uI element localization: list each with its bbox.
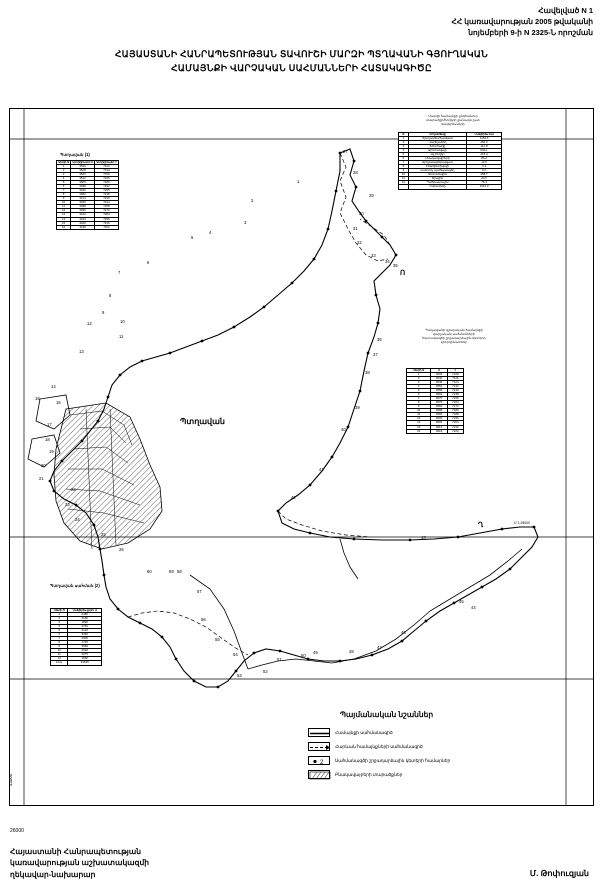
table-cell: 7124 <box>447 381 463 385</box>
map-vertex-number: 3 <box>244 220 247 225</box>
bottom-left-table-caption: Պտղավան սահման (2) <box>50 583 100 588</box>
table-cell: 8 <box>57 193 71 197</box>
map-vertex-number: 24 <box>75 517 80 522</box>
table-cell: 4 <box>399 149 409 153</box>
table-cell: Էներգետիկայի <box>408 165 466 169</box>
map-vertex-number: 7 <box>118 270 121 275</box>
table-cell: 1254.6 <box>467 136 502 140</box>
table-cell: 13 <box>407 421 431 425</box>
table-cell: 7140 <box>447 389 463 393</box>
map-vertex-number: 15 <box>56 400 61 405</box>
table-cell: 7172 <box>447 405 463 409</box>
table-cell: 4606 <box>431 421 447 425</box>
map-vertex-number: 18 <box>45 437 50 442</box>
table-cell: 3 <box>51 621 68 625</box>
table-cell: 7204 <box>447 421 463 425</box>
table-cell: 1 <box>57 164 71 168</box>
table-cell: 4 <box>57 177 71 181</box>
table-cell: 12 <box>399 181 409 185</box>
table-cell: Անտառային <box>408 173 466 177</box>
table-cell: 1 <box>51 612 68 616</box>
map-vertex-number: 6 <box>147 260 150 265</box>
map-vertex-number: 38 <box>365 370 370 375</box>
table-cell: 4546 <box>431 381 447 385</box>
table-cell: 3 <box>407 381 431 385</box>
header-line-3: նոյեմբերի 9-ի N 2325-Ն որոշման <box>468 27 593 37</box>
map-vertex-number: 22 <box>71 487 76 492</box>
top-left-table-caption: Պտղավան (1) <box>60 152 90 157</box>
table-cell: 7156 <box>447 397 463 401</box>
table-cell: Արդյունաբերության <box>408 161 466 165</box>
map-vertex-number: 56 <box>201 617 206 622</box>
map-vertex-number: 28 <box>353 170 358 175</box>
table-cell: 9 <box>399 169 409 173</box>
title-line-1: ՀԱՅԱՍՏԱՆԻ ՀԱՆՐԱՊԵՏՈՒԹՅԱՆ ՏԱՎՈՒՇԻ ՄԱՐԶԻ ՊՏՂԱՎԱՆԻ ԳՅՈՒՂԱԿԱՆ <box>114 49 489 59</box>
map-vertex-number: 12 <box>87 321 92 326</box>
footer-line-1: Հայաստանի Հանրապետության <box>10 846 142 856</box>
table-cell: 4426 <box>71 221 95 225</box>
map-vertex-number: 25 <box>101 532 106 537</box>
header-line-1: Հավելված N 1 <box>538 6 593 15</box>
table-cell: 7296 <box>94 217 118 221</box>
turning-points-coordinates-table <box>406 368 464 434</box>
table-cell: 7134 <box>94 168 118 172</box>
map-vertex-number: 23 <box>65 502 70 507</box>
table-cell: Ընդամենը <box>408 185 466 189</box>
neighbour-boundary-lines <box>128 153 390 655</box>
note-line: տարածքի/հողերի քանակն ըստ <box>426 118 480 122</box>
map-vertex-number: 50 <box>301 653 306 658</box>
map-vertex-number: 41 <box>319 467 324 472</box>
table-cell: 3360 <box>68 633 102 637</box>
table-cell: 284.3 <box>467 140 502 144</box>
community-name-label: Պտղավան <box>180 417 225 426</box>
map-vertex-number: 33 <box>371 253 376 258</box>
table-cell: 4450 <box>71 209 95 213</box>
table-header-cell: N <box>399 133 409 137</box>
table-cell: 76.3 <box>467 181 502 185</box>
map-vertex-number: 17 <box>47 422 52 427</box>
table-cell: 7310 <box>94 221 118 225</box>
vertical-coordinate-label: 43000 <box>8 773 13 786</box>
table-cell: 9 <box>51 645 68 649</box>
table-cell: Արոտավայր <box>408 149 466 153</box>
map-vertex-number: 55 <box>215 637 220 642</box>
table-cell: 2740 <box>68 625 102 629</box>
map-vertex-number: 11 <box>119 334 124 339</box>
table-cell: 642.1 <box>467 149 502 153</box>
scale-note: Մ 1:25000 <box>514 521 530 525</box>
solid-line-icon <box>308 728 330 737</box>
table-cell: 4612 <box>431 425 447 429</box>
table-cell: 1912.9 <box>467 185 502 189</box>
table-cell: 11 <box>57 205 71 209</box>
svg-text:2: 2 <box>320 760 324 766</box>
footer-signature: Մ. Թոփուզյան <box>529 869 589 878</box>
map-vertex-number: 40 <box>341 427 346 432</box>
title-line-2: ՀԱՄԱՅՆՔԻ ՎԱՐՉԱԿԱՆ ՍԱՀՄԱՆՆԵՐԻ ՀԱՏԱԿԱԳԻԾԸ <box>171 62 432 73</box>
table-header-cell: Կոորդինատ Y <box>95 160 117 164</box>
neighbour-label-2: Ղ <box>478 522 484 529</box>
legend-item-3 <box>308 770 402 779</box>
table-row <box>57 225 119 229</box>
table-cell: 34635 <box>68 661 102 665</box>
table-cell: 15 <box>57 221 71 225</box>
table-header-cell: Կետի N <box>407 369 431 373</box>
table-cell: 4558 <box>431 389 447 393</box>
map-vertex-number: 31 <box>353 226 358 231</box>
top-left-coordinates-table <box>56 160 119 230</box>
map-vertex-number: 37 <box>373 352 378 357</box>
table-cell: 2 <box>57 168 71 172</box>
table-cell: 458.7 <box>467 173 502 177</box>
table-cell: 4 <box>51 625 68 629</box>
map-vertex-number: 2 <box>251 198 254 203</box>
table-cell: 4466 <box>71 201 95 205</box>
table-header-cell: Y <box>447 369 463 373</box>
map-vertex-number: 60 <box>147 569 152 574</box>
table-cell: 12 <box>407 417 431 421</box>
table-cell: 7 <box>57 189 71 193</box>
table-cell: 7148 <box>447 393 463 397</box>
top-right-note <box>398 114 508 126</box>
table-cell: 86.2 <box>467 157 502 161</box>
map-vertex-number: 51 <box>277 657 282 662</box>
legend-label-2: Սահմանագծի շրջադարձային կետերի համարներ <box>335 757 451 763</box>
table-cell: 7196 <box>447 417 463 421</box>
map-vertex-number: 27 <box>343 149 348 154</box>
table-header-cell: Մակերես քառ. մ <box>68 609 102 613</box>
map-vertex-number: 14 <box>51 384 56 389</box>
table-cell: 7 <box>407 397 431 401</box>
table-cell: 7322 <box>94 225 118 229</box>
table-cell: 9 <box>407 405 431 409</box>
map-vertex-number: 9 <box>102 310 105 315</box>
map-vertex-number: 10 <box>120 319 125 324</box>
map-vertex-number: 8 <box>109 293 112 298</box>
note-line: Մարզի համայնքի ընդհանուր <box>428 114 478 118</box>
table-cell: 10 <box>407 409 431 413</box>
map-vertex-number: 48 <box>349 649 354 654</box>
table-cell: 6 <box>51 633 68 637</box>
table-cell: 5 <box>57 181 71 185</box>
footer-signer-block <box>10 846 149 880</box>
map-vertex-number: 35 <box>393 263 398 268</box>
table-cell: 10 <box>51 649 68 653</box>
numbered-point-icon <box>308 756 330 765</box>
table-cell: 4564 <box>431 393 447 397</box>
table-cell: 4512 <box>71 177 95 181</box>
map-vertex-number: 26 <box>119 547 124 552</box>
map-vertex-number: 21 <box>39 476 44 481</box>
mid-right-note <box>396 328 512 344</box>
map-vertex-number: 4 <box>209 230 212 235</box>
table-cell: 4600 <box>431 417 447 421</box>
map-vertex-number: 59 <box>169 569 174 574</box>
map-vertex-number: 47 <box>377 645 382 650</box>
table-cell: 4474 <box>71 197 95 201</box>
table-cell: 7258 <box>94 205 118 209</box>
table-cell: 7192 <box>94 185 118 189</box>
table-cell: 13 <box>57 213 71 217</box>
table-cell: 24.6 <box>467 177 502 181</box>
map-vertex-number: 34 <box>385 259 390 264</box>
table-cell: 3580 <box>68 645 102 649</box>
table-cell: 1745 <box>68 641 102 645</box>
neighbour-label-1: Ո <box>400 270 406 277</box>
map-vertex-number: 36 <box>377 337 382 342</box>
map-vertex-number: 44 <box>471 605 476 610</box>
table-row <box>399 185 502 189</box>
map-vertex-number: 54 <box>233 652 238 657</box>
table-cell: 4434 <box>71 217 95 221</box>
map-vertex-number: 52 <box>263 669 268 674</box>
bottom-coordinate-label: 26000 <box>10 828 24 834</box>
table-cell: 5 <box>407 389 431 393</box>
table-cell: 14 <box>57 217 71 221</box>
table-cell: 11 <box>51 653 68 657</box>
table-cell: 1 <box>399 136 409 140</box>
table-header-cell: Հողատեսք <box>408 133 466 137</box>
document-header <box>451 6 593 39</box>
table-cell: Ջրային <box>408 177 466 181</box>
table-cell: 4418 <box>71 225 95 229</box>
table-cell: 7180 <box>447 409 463 413</box>
map-vertex-number: 58 <box>177 569 182 574</box>
hydrography-lines <box>190 539 522 669</box>
legend-item-1 <box>308 742 423 751</box>
table-cell: 4528 <box>71 168 95 172</box>
table-cell: 2 <box>51 616 68 620</box>
table-cell: 4582 <box>431 405 447 409</box>
table-cell: 2 <box>399 140 409 144</box>
table-cell: 1 <box>407 372 431 376</box>
table-cell: 7205 <box>94 189 118 193</box>
table-cell: 4506 <box>71 181 95 185</box>
map-vertex-number: 32 <box>357 240 362 245</box>
table-cell: 7284 <box>94 213 118 217</box>
table-row <box>51 661 102 665</box>
table-cell: 4490 <box>71 189 95 193</box>
header-line-2: ՀՀ կառավարության 2005 թվականի <box>451 16 593 26</box>
table-cell: 4570 <box>431 397 447 401</box>
table-cell: 12 <box>51 657 68 661</box>
table-cell: 3.4 <box>467 165 502 169</box>
land-area-summary-table <box>398 132 502 190</box>
table-cell: 4442 <box>71 213 95 217</box>
map-vertex-number: 42 <box>291 495 296 500</box>
footer-line-2: կառավարության աշխատակազմի <box>10 858 150 868</box>
legend-title: Պայմանական նշաններ <box>340 710 434 719</box>
table-cell: 7 <box>399 161 409 165</box>
table-cell: 11 <box>399 177 409 181</box>
table-row <box>407 429 464 433</box>
map-vertex-number: 19 <box>49 449 54 454</box>
table-cell: 3 <box>399 145 409 149</box>
table-cell: 12 <box>57 209 71 213</box>
table-cell: 10 <box>399 173 409 177</box>
table-cell: 6 <box>407 393 431 397</box>
legend-item-2 <box>308 756 450 765</box>
map-vertex-number: 46 <box>401 630 406 635</box>
map-vertex-number: 16 <box>35 396 40 401</box>
map-vertex-number: 30 <box>359 211 364 216</box>
table-cell: 0.0 <box>467 169 502 173</box>
table-cell: Պահուստային <box>408 181 466 185</box>
table-cell: 4594 <box>431 413 447 417</box>
note-line: կոորդինատներ <box>440 340 468 344</box>
table-cell: 4498 <box>71 185 95 189</box>
map-vertex-number: 57 <box>197 589 202 594</box>
table-cell: 14 <box>407 425 431 429</box>
bottom-left-areas-table <box>50 608 102 666</box>
table-cell: Վարելահող <box>408 140 466 144</box>
table-cell: 7116 <box>447 376 463 380</box>
table-cell: 4552 <box>431 385 447 389</box>
table-cell: 7244 <box>94 201 118 205</box>
table-cell: 7270 <box>94 209 118 213</box>
table-cell: 3 <box>57 173 71 177</box>
footer-line-3: ղեկավար-նախարար <box>10 869 96 879</box>
table-cell: 4540 <box>431 376 447 380</box>
table-cell: 8 <box>399 165 409 169</box>
map-vertex-number: 29 <box>369 193 374 198</box>
table-header-cell: X <box>431 369 447 373</box>
table-cell: Հատուկ պահպանվող <box>408 169 466 173</box>
table-cell: 10 <box>57 201 71 205</box>
table-cell: 3150 <box>68 616 102 620</box>
table-cell: 8 <box>407 401 431 405</box>
note-line: Պտղավանի գյուղական համայնքի <box>425 328 483 332</box>
dashed-arrow-icon <box>308 742 330 751</box>
table-cell: 7166 <box>94 177 118 181</box>
table-cell: 5 <box>51 629 68 633</box>
page-title <box>0 48 603 76</box>
table-header-cell: Կետի N <box>51 609 68 613</box>
table-cell: 4618 <box>431 429 447 433</box>
note-line: մակերեսների <box>441 122 465 126</box>
table-cell: 112.8 <box>467 145 502 149</box>
map-vertex-number: 5 <box>191 235 194 240</box>
map-vertex-number: 53 <box>237 673 242 678</box>
table-cell: 7108 <box>447 372 463 376</box>
table-cell: 9 <box>57 197 71 201</box>
table-cell: 8 <box>51 641 68 645</box>
map-vertex-number: 1 <box>297 179 300 184</box>
table-cell: 7132 <box>447 385 463 389</box>
table-cell: 2 <box>407 376 431 380</box>
legend-label-1: Հարևան համայնքների սահմանագիծ <box>335 743 423 749</box>
table-cell: Ընդ. <box>51 661 68 665</box>
table-cell: Խոտհարք <box>408 145 466 149</box>
map-vertex-number: 20 <box>41 463 46 468</box>
table-cell: Բնակավայրերի <box>408 157 466 161</box>
table-cell: 6 <box>399 157 409 161</box>
table-cell: 1890 <box>68 621 102 625</box>
table-cell: 2630 <box>68 649 102 653</box>
table-cell: 7120 <box>94 164 118 168</box>
table-cell: 4534 <box>431 372 447 376</box>
table-cell: 4588 <box>431 409 447 413</box>
table-cell <box>399 185 409 189</box>
hatched-area-icon <box>308 770 330 779</box>
table-cell: 1960 <box>68 657 102 661</box>
table-cell: 4075 <box>68 653 102 657</box>
table-cell: 5 <box>399 153 409 157</box>
table-cell: 7 <box>51 637 68 641</box>
note-line: հատակագծի շրջադարձային կետերի <box>422 336 486 340</box>
table-header-cell: Կոորդինատ X <box>72 160 93 164</box>
table-cell: Այլ հողեր <box>408 153 466 157</box>
table-cell: 4458 <box>71 205 95 209</box>
table-cell: 4 <box>407 385 431 389</box>
table-header-cell: Կետի N <box>58 160 70 164</box>
table-cell: 2480 <box>68 612 102 616</box>
table-cell: 7230 <box>94 197 118 201</box>
table-cell: 4530 <box>71 164 95 168</box>
table-cell: 7212 <box>447 425 463 429</box>
table-cell: 7164 <box>447 401 463 405</box>
table-cell: 4482 <box>71 193 95 197</box>
table-cell: 6 <box>57 185 71 189</box>
note-line: վարչական սահմանների <box>433 332 475 336</box>
table-cell: Գյուղատնտեսական <box>408 136 466 140</box>
table-cell: 4120 <box>68 629 102 633</box>
table-cell: 7218 <box>94 193 118 197</box>
table-cell: 7180 <box>94 181 118 185</box>
map-vertex-number: 39 <box>355 405 360 410</box>
table-cell: 15 <box>407 429 431 433</box>
map-vertex-number: 13 <box>79 349 84 354</box>
map-vertex-number: 43 <box>421 535 426 540</box>
table-cell: 7220 <box>447 429 463 433</box>
table-header-cell: Մակերես հա <box>467 133 502 137</box>
map-vertex-number: 49 <box>313 650 318 655</box>
table-cell: 7188 <box>447 413 463 417</box>
table-cell: 215.4 <box>467 153 502 157</box>
table-cell: 11 <box>407 413 431 417</box>
table-cell: 12.5 <box>467 161 502 165</box>
legend-label-3: Բնակավայրերի տարածքներ <box>335 771 403 777</box>
table-cell: 4520 <box>71 173 95 177</box>
table-cell: 4576 <box>431 401 447 405</box>
legend-item-0 <box>308 728 393 737</box>
table-cell: 16 <box>57 225 71 229</box>
legend-label-0: Համայնքի սահմանագիծ <box>335 729 393 735</box>
table-cell: 2905 <box>68 637 102 641</box>
table-cell: 7150 <box>94 173 118 177</box>
map-vertex-number: 45 <box>459 599 464 604</box>
